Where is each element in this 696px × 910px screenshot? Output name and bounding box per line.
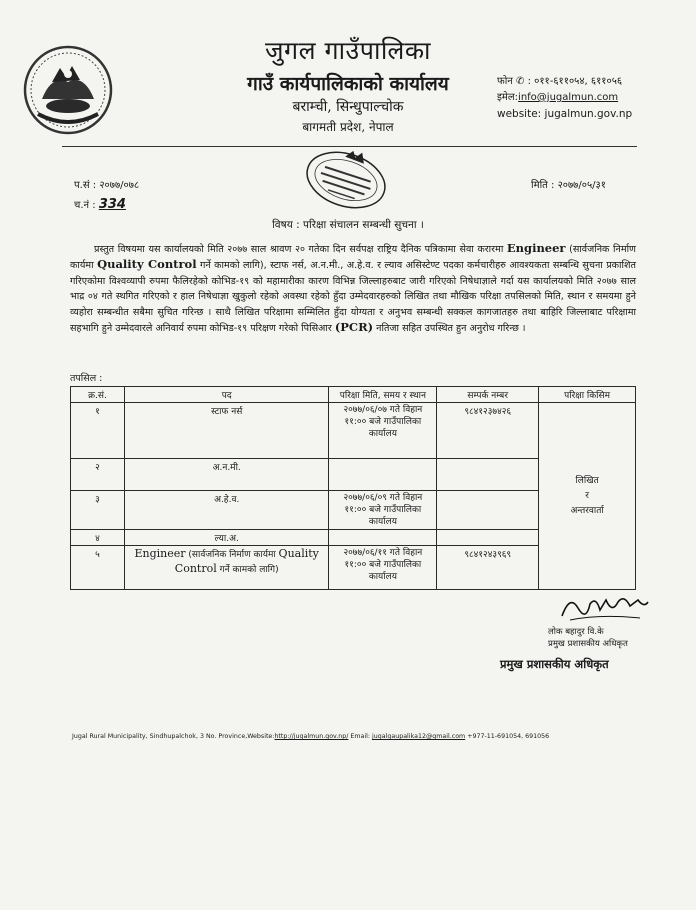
post-text-1: (सार्वजनिक निर्माण कार्यमा: [185, 550, 279, 560]
row-sn: ३: [71, 491, 125, 530]
row-post: अ.हे.व.: [124, 491, 329, 530]
row-sn: ५: [71, 546, 125, 590]
body-text-4: नतिजा सहित उपस्थित हुन अनुरोध गरिन्छ ।: [373, 323, 526, 335]
row-schedule: २०७७/०६/०७ गते विहान ११:०० बजे गाउँपालिका कार्यालय: [329, 403, 437, 459]
col-header-contact: सम्पर्क नम्बर: [437, 387, 539, 403]
row-schedule: [329, 459, 437, 491]
footer-phone: +977-11-691054, 691056: [465, 733, 550, 740]
body-english-3: (PCR): [334, 320, 374, 335]
row-contact: ९८४१२४३९६९: [437, 546, 539, 590]
signatory-title-stamp: प्रमुख प्रशासकीय अधिकृत: [500, 657, 609, 671]
row-schedule: २०७७/०६/०९ गते विहान ११:०० बजे गाउँपालिका कार्यालय: [329, 491, 437, 530]
post-english-1: Engineer: [134, 547, 186, 560]
row-contact: ९८४१२३७४२६: [437, 403, 539, 459]
reference-number: प.सं : २०७७/०७८: [74, 180, 140, 191]
body-english-2: Quality Control: [97, 257, 197, 272]
row-contact: [437, 530, 539, 546]
letter-subject: विषय : परिक्षा संचालन सम्बन्धी सुचना ।: [272, 219, 424, 231]
details-label: तपसिल :: [70, 373, 103, 384]
footer-text-1: Jugal Rural Municipality, Sindhupalchok, 3 No. Province,Website:: [72, 733, 275, 740]
letter-date: मिति : २०७७/०५/३१: [531, 180, 606, 191]
dispatch-number-label: च.नं :: [74, 200, 99, 211]
row-contact: [437, 459, 539, 491]
office-location: बराम्ची, सिन्धुपाल्चोक: [292, 99, 404, 115]
contact-block: [497, 74, 632, 122]
exam-type-interview: अन्तरवार्ता: [570, 505, 604, 516]
handwritten-signature-icon: [560, 590, 650, 624]
post-english-2: Quality Control: [174, 547, 319, 575]
col-header-schedule: परिक्षा मिति, समय र स्थान: [329, 387, 437, 403]
row-post: अ.न.मी.: [124, 459, 329, 491]
email-line: [497, 90, 632, 106]
row-post: स्टाफ नर्स: [124, 403, 329, 459]
row-schedule: २०७७/०६/११ गते विहान ११:०० बजे गाउँपालिका कार्यालय: [329, 546, 437, 590]
row-contact: [437, 491, 539, 530]
signatory-block: [548, 626, 668, 650]
col-header-sn: क्र.सं.: [71, 387, 125, 403]
body-text-1: प्रस्तुत विषयमा यस कार्यालयको मिति २०७७ साल श्रावण २० गतेका दिन सर्वपक्ष राष्ट्रिय दैनिक पत्रिकामा सेवा करारमा: [94, 244, 504, 255]
footer-email-link[interactable]: jugalgaupalika12@gmail.com: [372, 733, 466, 740]
dispatch-number-value: 334: [98, 197, 126, 212]
office-province: बागमती प्रदेश, नेपाल: [302, 120, 394, 134]
notice-body: [70, 241, 636, 336]
col-header-exam-type: परिक्षा किसिम: [539, 387, 636, 403]
row-sn: १: [71, 403, 125, 459]
footer-text-2: Email:: [348, 733, 372, 740]
body-text-2: (सार्वजनिक निर्माण कार्यमा: [70, 244, 636, 272]
website-text: website: jugalmun.gov.np: [497, 108, 633, 120]
body-text-3: गर्ने कामको लागि), स्टाफ नर्स, अ.न.मी., अ.हे.व. र ल्याव असिस्टेण्ट पदका कर्मचारीहरु आवश्यकता सम्बन्धि सुचना प्रकाशित गरिएकोमा विश्वव्यापी रुपमा फैलिरहेको कोभिड-१९ को महामारीका कारण विभिन्न जिल्लाहरुबाट जारी गरिएको निषेधाज्ञाले गर्दा यस कार्यालयको मिति २०७७ साल भाद्र ०४ गते स्थगित गरिएको र हाल निषेधाज्ञा खुकुलो रहेको अवस्था रहेको हुँदा उम्मेदवारहरुको लिखित तथा मौखिक परिक्षा तपसिलको मिति, स्थान र समयमा हुने व्यहोरा सम्बन्धीत सबैमा सुचित गरिन्छ । साथै लिखित परिक्षामा सम्मिलित हुँदा योग्यता र अनुभव सम्बन्धी सक्कल कागजातहरु तथा बाहिरि जिल्लाबाट परिक्षामा सहभागि हुने उम्मेदवारले अनिवार्य रुपमा कोभिड-१९ परिक्षण गरेको पिसिआर: [70, 260, 636, 335]
municipality-title: जुगल गाउँपालिका: [264, 36, 432, 65]
footer-website-link[interactable]: http://jugalmun.gov.np/: [274, 733, 349, 740]
office-title: गाउँ कार्यपालिकाको कार्यालय: [247, 73, 449, 95]
row-post: [124, 546, 329, 590]
signatory-title: प्रमुख प्रशासकीय अधिकृत: [548, 639, 628, 649]
table-header-row: [71, 387, 636, 403]
col-header-post: पद: [124, 387, 329, 403]
page-footer: [72, 733, 549, 740]
exam-type-cell: [539, 403, 636, 590]
office-stamp-icon: [298, 144, 394, 216]
exam-schedule-table: [70, 386, 636, 590]
dispatch-number-line: [74, 197, 126, 212]
row-sn: २: [71, 459, 125, 491]
row-schedule: [329, 530, 437, 546]
signatory-name: लोक बहादुर वि.के: [548, 627, 604, 637]
row-post: ल्या.अ.: [124, 530, 329, 546]
email-label: इमेल:: [497, 92, 519, 103]
phone-text: फोन ✆ : ०११-६११०५४, ६११०५६: [497, 76, 623, 87]
exam-type-written: लिखित: [575, 475, 599, 486]
table-row: [71, 403, 636, 459]
body-english-1: Engineer: [506, 241, 566, 255]
exam-type-and: र: [585, 490, 589, 501]
row-sn: ४: [71, 530, 125, 546]
post-text-2: गर्ने कामको लागि): [216, 565, 279, 575]
email-link[interactable]: info@jugalmun.com: [518, 92, 619, 103]
